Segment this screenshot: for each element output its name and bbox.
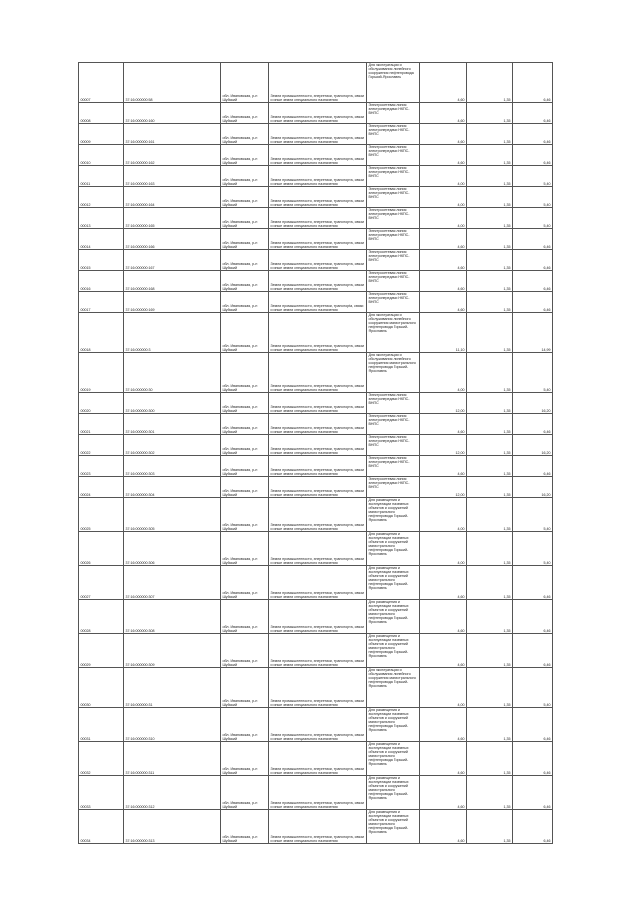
coefficient-cell: 1,35 xyxy=(467,292,513,313)
cadastral-number-cell: 37:16:000000:31 xyxy=(124,668,221,708)
row-id-cell: 00007 xyxy=(79,63,124,103)
location-cell: обл. Ивановская, р-н Шуйский xyxy=(221,566,269,600)
land-category-cell: Земли промышленности, энергетики, транспорта, связи и иные земли специального назначения xyxy=(269,250,367,271)
row-id-cell: 00029 xyxy=(79,634,124,668)
permitted-use-cell: Электросетевая линия электропередачи НКПС-ВНПС xyxy=(367,393,420,414)
land-category-cell: Земли промышленности, энергетики, транспорта, связи и иные земли специального назначения xyxy=(269,229,367,250)
table-row xyxy=(79,414,553,435)
cadastral-number-cell: 37:16:000000:162 xyxy=(124,145,221,166)
coefficient-cell: 1,35 xyxy=(467,532,513,566)
land-category-cell: Земли промышленности, энергетики, транспорта, связи и иные земли специального назначения xyxy=(269,600,367,634)
location-cell: обл. Ивановская, р-н Шуйский xyxy=(221,668,269,708)
coefficient-cell: 1,35 xyxy=(467,63,513,103)
value-cell: 6,46 xyxy=(513,250,553,271)
permitted-use-cell: Для эксплуатации и обслуживания линейного сооружения нефтепровода Горький-Ярославль xyxy=(367,63,420,103)
location-cell: обл. Ивановская, р-н Шуйский xyxy=(221,229,269,250)
permitted-use-cell: Для эксплуатации и обслуживания линейного сооружения магистрального нефтепровода Горький-Ярославль xyxy=(367,668,420,708)
area-cell: 12,00 xyxy=(420,435,467,456)
table-row xyxy=(79,435,553,456)
land-category-cell: Земли промышленности, энергетики, транспорта, связи и иные земли специального назначения xyxy=(269,271,367,292)
coefficient-cell: 1,35 xyxy=(467,187,513,208)
location-cell: обл. Ивановская, р-н Шуйский xyxy=(221,208,269,229)
area-cell: 4,00 xyxy=(420,353,467,393)
row-id-cell: 00010 xyxy=(79,145,124,166)
row-id-cell: 00024 xyxy=(79,477,124,498)
permitted-use-cell: Для размещения и эксплуатации наземных объектов и сооружений магистрального нефтепровода Горький-Ярославль xyxy=(367,532,420,566)
value-cell: 5,40 xyxy=(513,532,553,566)
value-cell: 14,99 xyxy=(513,313,553,353)
permitted-use-cell: Для размещения и эксплуатации наземных объектов и сооружений магистрального нефтепровода Горький-Ярославль xyxy=(367,776,420,810)
location-cell: обл. Ивановская, р-н Шуйский xyxy=(221,435,269,456)
table-row xyxy=(79,600,553,634)
cadastral-number-cell: 37:16:000000:167 xyxy=(124,250,221,271)
permitted-use-cell: Электросетевая линия электропередачи НКПС-ВНПС xyxy=(367,145,420,166)
area-cell: 4,60 xyxy=(420,776,467,810)
land-category-cell: Земли промышленности, энергетики, транспорта, связи и иные земли специального назначения xyxy=(269,708,367,742)
permitted-use-cell: Электросетевая линия электропередачи НКПС-ВНПС xyxy=(367,229,420,250)
row-id-cell: 00019 xyxy=(79,353,124,393)
land-plots-table xyxy=(78,62,553,844)
row-id-cell: 00033 xyxy=(79,776,124,810)
permitted-use-cell: Электросетевая линия электропередачи НКПС-ВНПС xyxy=(367,208,420,229)
value-cell: 5,40 xyxy=(513,187,553,208)
area-cell: 11,10 xyxy=(420,313,467,353)
area-cell: 4,60 xyxy=(420,124,467,145)
area-cell: 12,00 xyxy=(420,393,467,414)
table-row xyxy=(79,353,553,393)
permitted-use-cell: Электросетевая линия электропередачи НКПС-ВНПС xyxy=(367,124,420,145)
location-cell: обл. Ивановская, р-н Шуйский xyxy=(221,708,269,742)
cadastral-number-cell: 37:16:000000:168 xyxy=(124,271,221,292)
cadastral-number-cell: 37:16:000000:306 xyxy=(124,532,221,566)
land-category-cell: Земли промышленности, энергетики, транспорta, связи и иные земли специального назначения xyxy=(269,292,367,313)
land-category-cell: Земли промышленности, энергетики, транспорта, связи и иные земли специального назначения xyxy=(269,124,367,145)
area-cell: 4,60 xyxy=(420,292,467,313)
location-cell: обл. Ивановская, р-н Шуйский xyxy=(221,393,269,414)
row-id-cell: 00021 xyxy=(79,414,124,435)
permitted-use-cell: Для размещения и эксплуатации наземных объектов и сооружений магистрального нефтепровода Горький-Ярославль xyxy=(367,600,420,634)
table-row xyxy=(79,498,553,532)
location-cell: обл. Ивановская, р-н Шуйский xyxy=(221,313,269,353)
table-row xyxy=(79,634,553,668)
area-cell: 4,00 xyxy=(420,668,467,708)
table-row xyxy=(79,103,553,124)
row-id-cell: 00026 xyxy=(79,532,124,566)
coefficient-cell: 1,35 xyxy=(467,124,513,145)
location-cell: обл. Ивановская, р-н Шуйский xyxy=(221,600,269,634)
table-row xyxy=(79,313,553,353)
land-category-cell: Земли промышленности, энергетики, транспорта, связи и иные земли специального назначения xyxy=(269,103,367,124)
land-category-cell: Земли промышленности, энергетики, транспорта, связи и иные земли специального назначения xyxy=(269,668,367,708)
value-cell: 6,46 xyxy=(513,566,553,600)
row-id-cell: 00014 xyxy=(79,229,124,250)
value-cell: 6,46 xyxy=(513,229,553,250)
row-id-cell: 00027 xyxy=(79,566,124,600)
coefficient-cell: 1,35 xyxy=(467,498,513,532)
permitted-use-cell: Для размещения и эксплуатации наземных объектов и сооружений магистрального нефтепровода Горький-Ярославль xyxy=(367,810,420,844)
row-id-cell: 00028 xyxy=(79,600,124,634)
row-id-cell: 00023 xyxy=(79,456,124,477)
table-row xyxy=(79,229,553,250)
row-id-cell: 00018 xyxy=(79,313,124,353)
permitted-use-cell: Для размещения и эксплуатации наземных объектов и сооружений магистрального нефтепровода Горький-Ярославль xyxy=(367,566,420,600)
land-category-cell: Земли промышленности, энергетики, транспорта, связи и иные земли специального назначения xyxy=(269,532,367,566)
area-cell: 4,00 xyxy=(420,166,467,187)
cadastral-number-cell: 37:16:000000:169 xyxy=(124,292,221,313)
table-row xyxy=(79,742,553,776)
coefficient-cell: 1,35 xyxy=(467,810,513,844)
permitted-use-cell: Электросетевая линия электропередачи НКПС-ВНПС xyxy=(367,166,420,187)
row-id-cell: 00013 xyxy=(79,208,124,229)
location-cell: обл. Ивановская, р-н Шуйский xyxy=(221,776,269,810)
cadastral-number-cell: 37:16:000000:160 xyxy=(124,103,221,124)
area-cell: 4,60 xyxy=(420,145,467,166)
permitted-use-cell: Для эксплуатации и обслуживания линейного сооружения магистрального нефтепровода Горький-Ярославль xyxy=(367,353,420,393)
table-row xyxy=(79,708,553,742)
land-category-cell: Земли промышленности, энергетики, транспорта, связи и иные земли специального назначения xyxy=(269,634,367,668)
area-cell: 4,60 xyxy=(420,103,467,124)
land-category-cell: Земли промышленности, энергетики, транспорта, связи и иные земли специального назначения xyxy=(269,477,367,498)
land-category-cell: Земли промышленности, энергетики, транспорта, связи и иные земли специального назначения xyxy=(269,393,367,414)
permitted-use-cell: Электросетевая линия электропередачи НКПС-ВНПС xyxy=(367,414,420,435)
land-category-cell: Земли промышленности, энергетики, транспорта, связи и иные земли специального назначения xyxy=(269,166,367,187)
area-cell: 4,60 xyxy=(420,456,467,477)
table-row xyxy=(79,250,553,271)
table-row xyxy=(79,166,553,187)
cadastral-number-cell: 37:16:000000:312 xyxy=(124,776,221,810)
permitted-use-cell: Электросетевая линия электропередачи НКПС-ВНПС xyxy=(367,456,420,477)
value-cell: 6,46 xyxy=(513,271,553,292)
cadastral-number-cell: 37:16:000000:310 xyxy=(124,708,221,742)
location-cell: обл. Ивановская, р-н Шуйский xyxy=(221,166,269,187)
land-category-cell: Земли промышленности, энергетики, транспорта, связи и иные земли специального назначения xyxy=(269,456,367,477)
area-cell: 4,60 xyxy=(420,271,467,292)
permitted-use-cell: Для размещения и эксплуатации наземных объектов и сооружений магистрального нефтепровода Горький-Ярославль xyxy=(367,498,420,532)
land-category-cell: Земли промышленности, энергетики, транспорта, связи и иные земли специального назначения xyxy=(269,566,367,600)
cadastral-number-cell: 37:16:000000:165 xyxy=(124,208,221,229)
row-id-cell: 00022 xyxy=(79,435,124,456)
cadastral-number-cell: 37:16:000000:58 xyxy=(124,63,221,103)
permitted-use-cell: Электросетевая линия электропередачи НКПС-ВНПС xyxy=(367,477,420,498)
area-cell: 4,60 xyxy=(420,742,467,776)
location-cell: обл. Ивановская, р-н Шуйский xyxy=(221,124,269,145)
location-cell: обл. Ивановская, р-н Шуйский xyxy=(221,292,269,313)
cadastral-number-cell: 37:16:000000:161 xyxy=(124,124,221,145)
table-row xyxy=(79,271,553,292)
value-cell: 6,46 xyxy=(513,124,553,145)
coefficient-cell: 1,35 xyxy=(467,435,513,456)
value-cell: 16,20 xyxy=(513,393,553,414)
coefficient-cell: 1,35 xyxy=(467,208,513,229)
row-id-cell: 00030 xyxy=(79,668,124,708)
value-cell: 16,20 xyxy=(513,477,553,498)
coefficient-cell: 1,35 xyxy=(467,353,513,393)
cadastral-number-cell: 37:16:000000:302 xyxy=(124,435,221,456)
table-row xyxy=(79,187,553,208)
table-row xyxy=(79,456,553,477)
area-cell: 12,00 xyxy=(420,477,467,498)
document-sheet xyxy=(78,62,552,842)
area-cell: 4,00 xyxy=(420,532,467,566)
area-cell: 4,60 xyxy=(420,414,467,435)
cadastral-number-cell: 37:16:000000:308 xyxy=(124,600,221,634)
value-cell: 5,40 xyxy=(513,208,553,229)
row-id-cell: 00032 xyxy=(79,742,124,776)
area-cell: 4,60 xyxy=(420,229,467,250)
cadastral-number-cell: 37:16:000000:301 xyxy=(124,414,221,435)
table-row xyxy=(79,208,553,229)
cadastral-number-cell: 37:16:000000:309 xyxy=(124,634,221,668)
cadastral-number-cell: 37:16:000000:307 xyxy=(124,566,221,600)
land-category-cell: Земли промышленности, энергетики, транспорта, связи и иные земли специального назначения xyxy=(269,414,367,435)
cadastral-number-cell: 37:16:000000:313 xyxy=(124,810,221,844)
value-cell: 6,46 xyxy=(513,776,553,810)
cadastral-number-cell: 37:16:000000:3 xyxy=(124,313,221,353)
row-id-cell: 00017 xyxy=(79,292,124,313)
location-cell: обл. Ивановская, р-н Шуйский xyxy=(221,532,269,566)
value-cell: 6,46 xyxy=(513,292,553,313)
coefficient-cell: 1,35 xyxy=(467,166,513,187)
row-id-cell: 00015 xyxy=(79,250,124,271)
land-category-cell: Земли промышленности, энергетики, транспорта, связи и иные земли специального назначения xyxy=(269,810,367,844)
cadastral-number-cell: 37:16:000000:164 xyxy=(124,187,221,208)
coefficient-cell: 1,35 xyxy=(467,456,513,477)
area-cell: 4,00 xyxy=(420,187,467,208)
row-id-cell: 00025 xyxy=(79,498,124,532)
permitted-use-cell: Для размещения и эксплуатации наземных объектов и сооружений магистрального нефтепровода Горький-Ярославль xyxy=(367,742,420,776)
location-cell: обл. Ивановская, р-н Шуйский xyxy=(221,103,269,124)
coefficient-cell: 1,35 xyxy=(467,271,513,292)
coefficient-cell: 1,35 xyxy=(467,600,513,634)
land-category-cell: Земли промышленности, энергетики, транспорта, связи и иные земли специального назначения xyxy=(269,776,367,810)
location-cell: обл. Ивановская, р-н Шуйский xyxy=(221,634,269,668)
coefficient-cell: 1,35 xyxy=(467,414,513,435)
coefficient-cell: 1,35 xyxy=(467,776,513,810)
row-id-cell: 00009 xyxy=(79,124,124,145)
table-row xyxy=(79,776,553,810)
table-row xyxy=(79,566,553,600)
row-id-cell: 00008 xyxy=(79,103,124,124)
location-cell: обл. Ивановская, р-н Шуйский xyxy=(221,353,269,393)
area-cell: 4,60 xyxy=(420,810,467,844)
area-cell: 4,60 xyxy=(420,566,467,600)
coefficient-cell: 1,35 xyxy=(467,393,513,414)
value-cell: 5,40 xyxy=(513,668,553,708)
coefficient-cell: 1,35 xyxy=(467,566,513,600)
table-row xyxy=(79,668,553,708)
table-row xyxy=(79,124,553,145)
row-id-cell: 00011 xyxy=(79,166,124,187)
land-category-cell: Земли промышленности, энергетики, транспорта, связи и иные земли специального назначения xyxy=(269,742,367,776)
value-cell: 6,46 xyxy=(513,103,553,124)
land-category-cell: Земли промышленности, энергетики, транспорта, связи и иные земли специального назначения xyxy=(269,353,367,393)
area-cell: 4,00 xyxy=(420,208,467,229)
location-cell: обл. Ивановская, р-н Шуйский xyxy=(221,414,269,435)
table-body xyxy=(79,63,553,844)
location-cell: обл. Ивановская, р-н Шуйский xyxy=(221,810,269,844)
land-category-cell: Земли промышленности, энергетики, транспорта, связи и иные земли специального назначения xyxy=(269,498,367,532)
land-category-cell: Земли промышленности, энергетики, транспорта, связи и иные земли специального назначения xyxy=(269,145,367,166)
coefficient-cell: 1,35 xyxy=(467,250,513,271)
coefficient-cell: 1,35 xyxy=(467,103,513,124)
table-row xyxy=(79,145,553,166)
cadastral-number-cell: 37:16:000000:30 xyxy=(124,353,221,393)
coefficient-cell: 1,35 xyxy=(467,145,513,166)
value-cell: 16,20 xyxy=(513,435,553,456)
cadastral-number-cell: 37:16:000000:305 xyxy=(124,498,221,532)
value-cell: 6,46 xyxy=(513,810,553,844)
value-cell: 6,46 xyxy=(513,742,553,776)
value-cell: 6,46 xyxy=(513,145,553,166)
row-id-cell: 00016 xyxy=(79,271,124,292)
table-row xyxy=(79,292,553,313)
permitted-use-cell: Электросетевая линия электропередачи НКПС-ВНПС xyxy=(367,435,420,456)
location-cell: обл. Ивановская, р-н Шуйский xyxy=(221,456,269,477)
area-cell: 4,60 xyxy=(420,63,467,103)
permitted-use-cell: Электросетевая линия электропередачи НКПС-ВНПС xyxy=(367,187,420,208)
land-category-cell: Земли промышленности, энергетики, транспорта, связи и иные земли специального назначения xyxy=(269,313,367,353)
coefficient-cell: 1,35 xyxy=(467,668,513,708)
location-cell: обл. Ивановская, р-н Шуйский xyxy=(221,63,269,103)
row-id-cell: 00034 xyxy=(79,810,124,844)
value-cell: 6,46 xyxy=(513,600,553,634)
row-id-cell: 00020 xyxy=(79,393,124,414)
location-cell: обл. Ивановская, р-н Шуйский xyxy=(221,498,269,532)
permitted-use-cell: Электросетевая линия электропередачи НКПС-ВНПС xyxy=(367,292,420,313)
land-category-cell: Земли промышленности, энергетики, транспорта, связи и иные земли специального назначения xyxy=(269,187,367,208)
permitted-use-cell: Для размещения и эксплуатации наземных объектов и сооружений магистрального нефтепровода Горький-Ярославль xyxy=(367,634,420,668)
value-cell: 6,46 xyxy=(513,63,553,103)
table-row xyxy=(79,810,553,844)
cadastral-number-cell: 37:16:000000:166 xyxy=(124,229,221,250)
table-row xyxy=(79,393,553,414)
area-cell: 4,60 xyxy=(420,634,467,668)
table-row xyxy=(79,532,553,566)
value-cell: 6,46 xyxy=(513,414,553,435)
coefficient-cell: 1,35 xyxy=(467,634,513,668)
land-category-cell: Земли промышленности, энергетики, транспорта, связи и иные земли специального назначения xyxy=(269,63,367,103)
cadastral-number-cell: 37:16:000000:163 xyxy=(124,166,221,187)
area-cell: 4,60 xyxy=(420,708,467,742)
location-cell: обл. Ивановская, р-н Шуйский xyxy=(221,271,269,292)
value-cell: 5,40 xyxy=(513,353,553,393)
table-row xyxy=(79,477,553,498)
permitted-use-cell: Для размещения и эксплуатации наземных объектов и сооружений магистрального нефтепровода Горький-Ярославль xyxy=(367,708,420,742)
coefficient-cell: 1,35 xyxy=(467,742,513,776)
row-id-cell: 00031 xyxy=(79,708,124,742)
cadastral-number-cell: 37:16:000000:311 xyxy=(124,742,221,776)
area-cell: 4,00 xyxy=(420,498,467,532)
area-cell: 4,60 xyxy=(420,250,467,271)
value-cell: 6,46 xyxy=(513,708,553,742)
table-row xyxy=(79,63,553,103)
row-id-cell: 00012 xyxy=(79,187,124,208)
value-cell: 6,46 xyxy=(513,634,553,668)
location-cell: обл. Ивановская, р-н Шуйский xyxy=(221,145,269,166)
location-cell: обл. Ивановская, р-н Шуйский xyxy=(221,742,269,776)
value-cell: 5,40 xyxy=(513,166,553,187)
coefficient-cell: 1,35 xyxy=(467,477,513,498)
permitted-use-cell: Электросетевая линия электропередачи НКПС-ВНПС xyxy=(367,250,420,271)
location-cell: обл. Ивановская, р-н Шуйский xyxy=(221,477,269,498)
cadastral-number-cell: 37:16:000000:304 xyxy=(124,477,221,498)
permitted-use-cell: Электросетевая линия электропередачи НКПС-ВНПС xyxy=(367,103,420,124)
area-cell: 4,60 xyxy=(420,600,467,634)
land-category-cell: Земли промышленности, энергетики, транспорта, связи и иные земли специального назначения xyxy=(269,435,367,456)
location-cell: обл. Ивановская, р-н Шуйский xyxy=(221,250,269,271)
location-cell: обл. Ивановская, р-н Шуйский xyxy=(221,187,269,208)
coefficient-cell: 1,35 xyxy=(467,708,513,742)
cadastral-number-cell: 37:16:000000:303 xyxy=(124,456,221,477)
value-cell: 6,46 xyxy=(513,456,553,477)
permitted-use-cell: Электросетевая линия электропередачи НКПС-ВНПС xyxy=(367,271,420,292)
coefficient-cell: 1,35 xyxy=(467,229,513,250)
permitted-use-cell: Для эксплуатации и обслуживания линейного сооружения магистрального нефтепровода Горький-Ярославль xyxy=(367,313,420,353)
cadastral-number-cell: 37:16:000000:300 xyxy=(124,393,221,414)
value-cell: 5,40 xyxy=(513,498,553,532)
coefficient-cell: 1,35 xyxy=(467,313,513,353)
land-category-cell: Земли промышленности, энергетики, транспорта, связи и иные земли специального назначения xyxy=(269,208,367,229)
